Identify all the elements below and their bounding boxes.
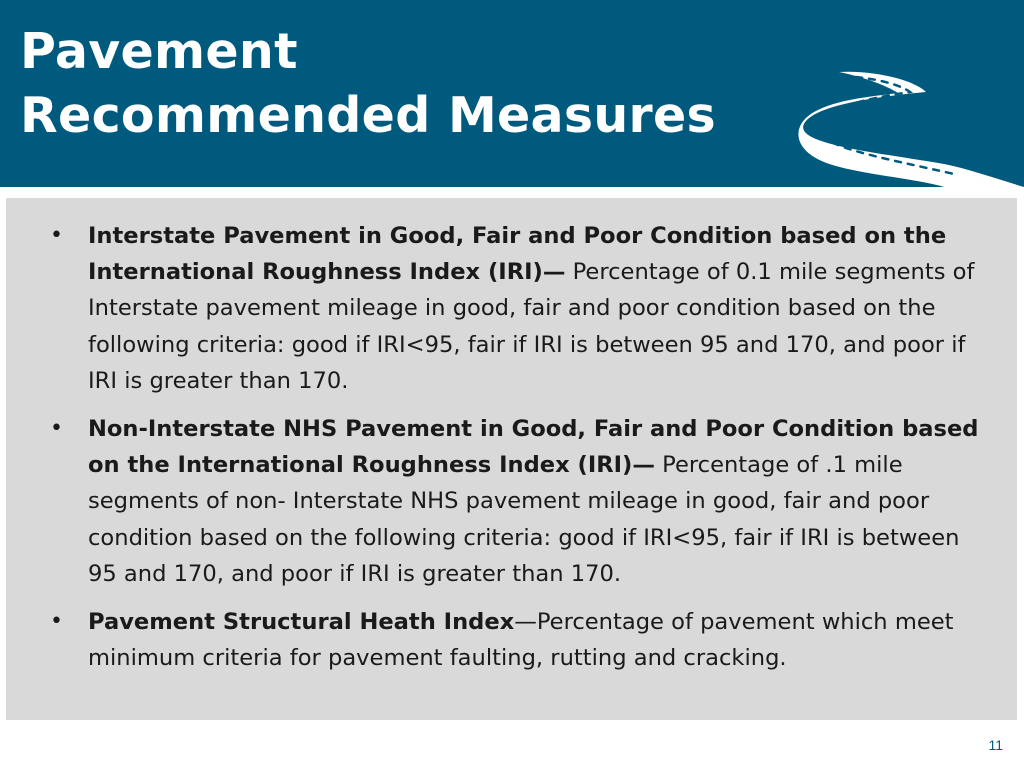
page-number: 11	[988, 737, 1003, 753]
winding-road-icon	[794, 66, 1024, 187]
list-item	[6, 411, 1017, 592]
list-item	[6, 218, 1017, 399]
bullet-icon: •	[50, 223, 63, 248]
content-panel	[6, 198, 1017, 720]
title-line-2: Recommended Measures	[20, 87, 717, 144]
bullet-icon: •	[50, 416, 63, 442]
bullet-icon: •	[50, 609, 63, 635]
bullet-description: Percentage of 0.1 mile segments of Interstate pavement mileage in good, fair and poor condition based on the following criteria: good if IRI<95, fair if IRI is between 95 and 170, and poor if IRI is greater than 170.	[88, 259, 975, 394]
bullet-heading: Interstate Pavement in Good, Fair and Poor Condition based on the International Roughness Index (IRI)—	[88, 223, 947, 286]
bullet-heading: Pavement Structural Heath Index	[88, 609, 515, 636]
bullet-heading: Non-Interstate NHS Pavement in Good, Fair and Poor Condition based on the International Roughness Index (IRI)—	[88, 416, 979, 479]
bullet-description: Percentage of .1 mile segments of non- Interstate NHS pavement mileage in good, fair and poor condition based on the following criteria: good if IRI<95, fair if IRI is between 95 and 170, and poor if IRI is greater than 170.	[88, 452, 960, 587]
slide-title	[20, 20, 716, 148]
title-line-1: Pavement	[20, 23, 298, 80]
bullet-description: —Percentage of pavement which meet minimum criteria for pavement faulting, rutting and cracking.	[88, 609, 954, 672]
list-item	[6, 604, 1017, 676]
header-banner	[0, 0, 1024, 187]
measures-list	[6, 218, 1017, 688]
